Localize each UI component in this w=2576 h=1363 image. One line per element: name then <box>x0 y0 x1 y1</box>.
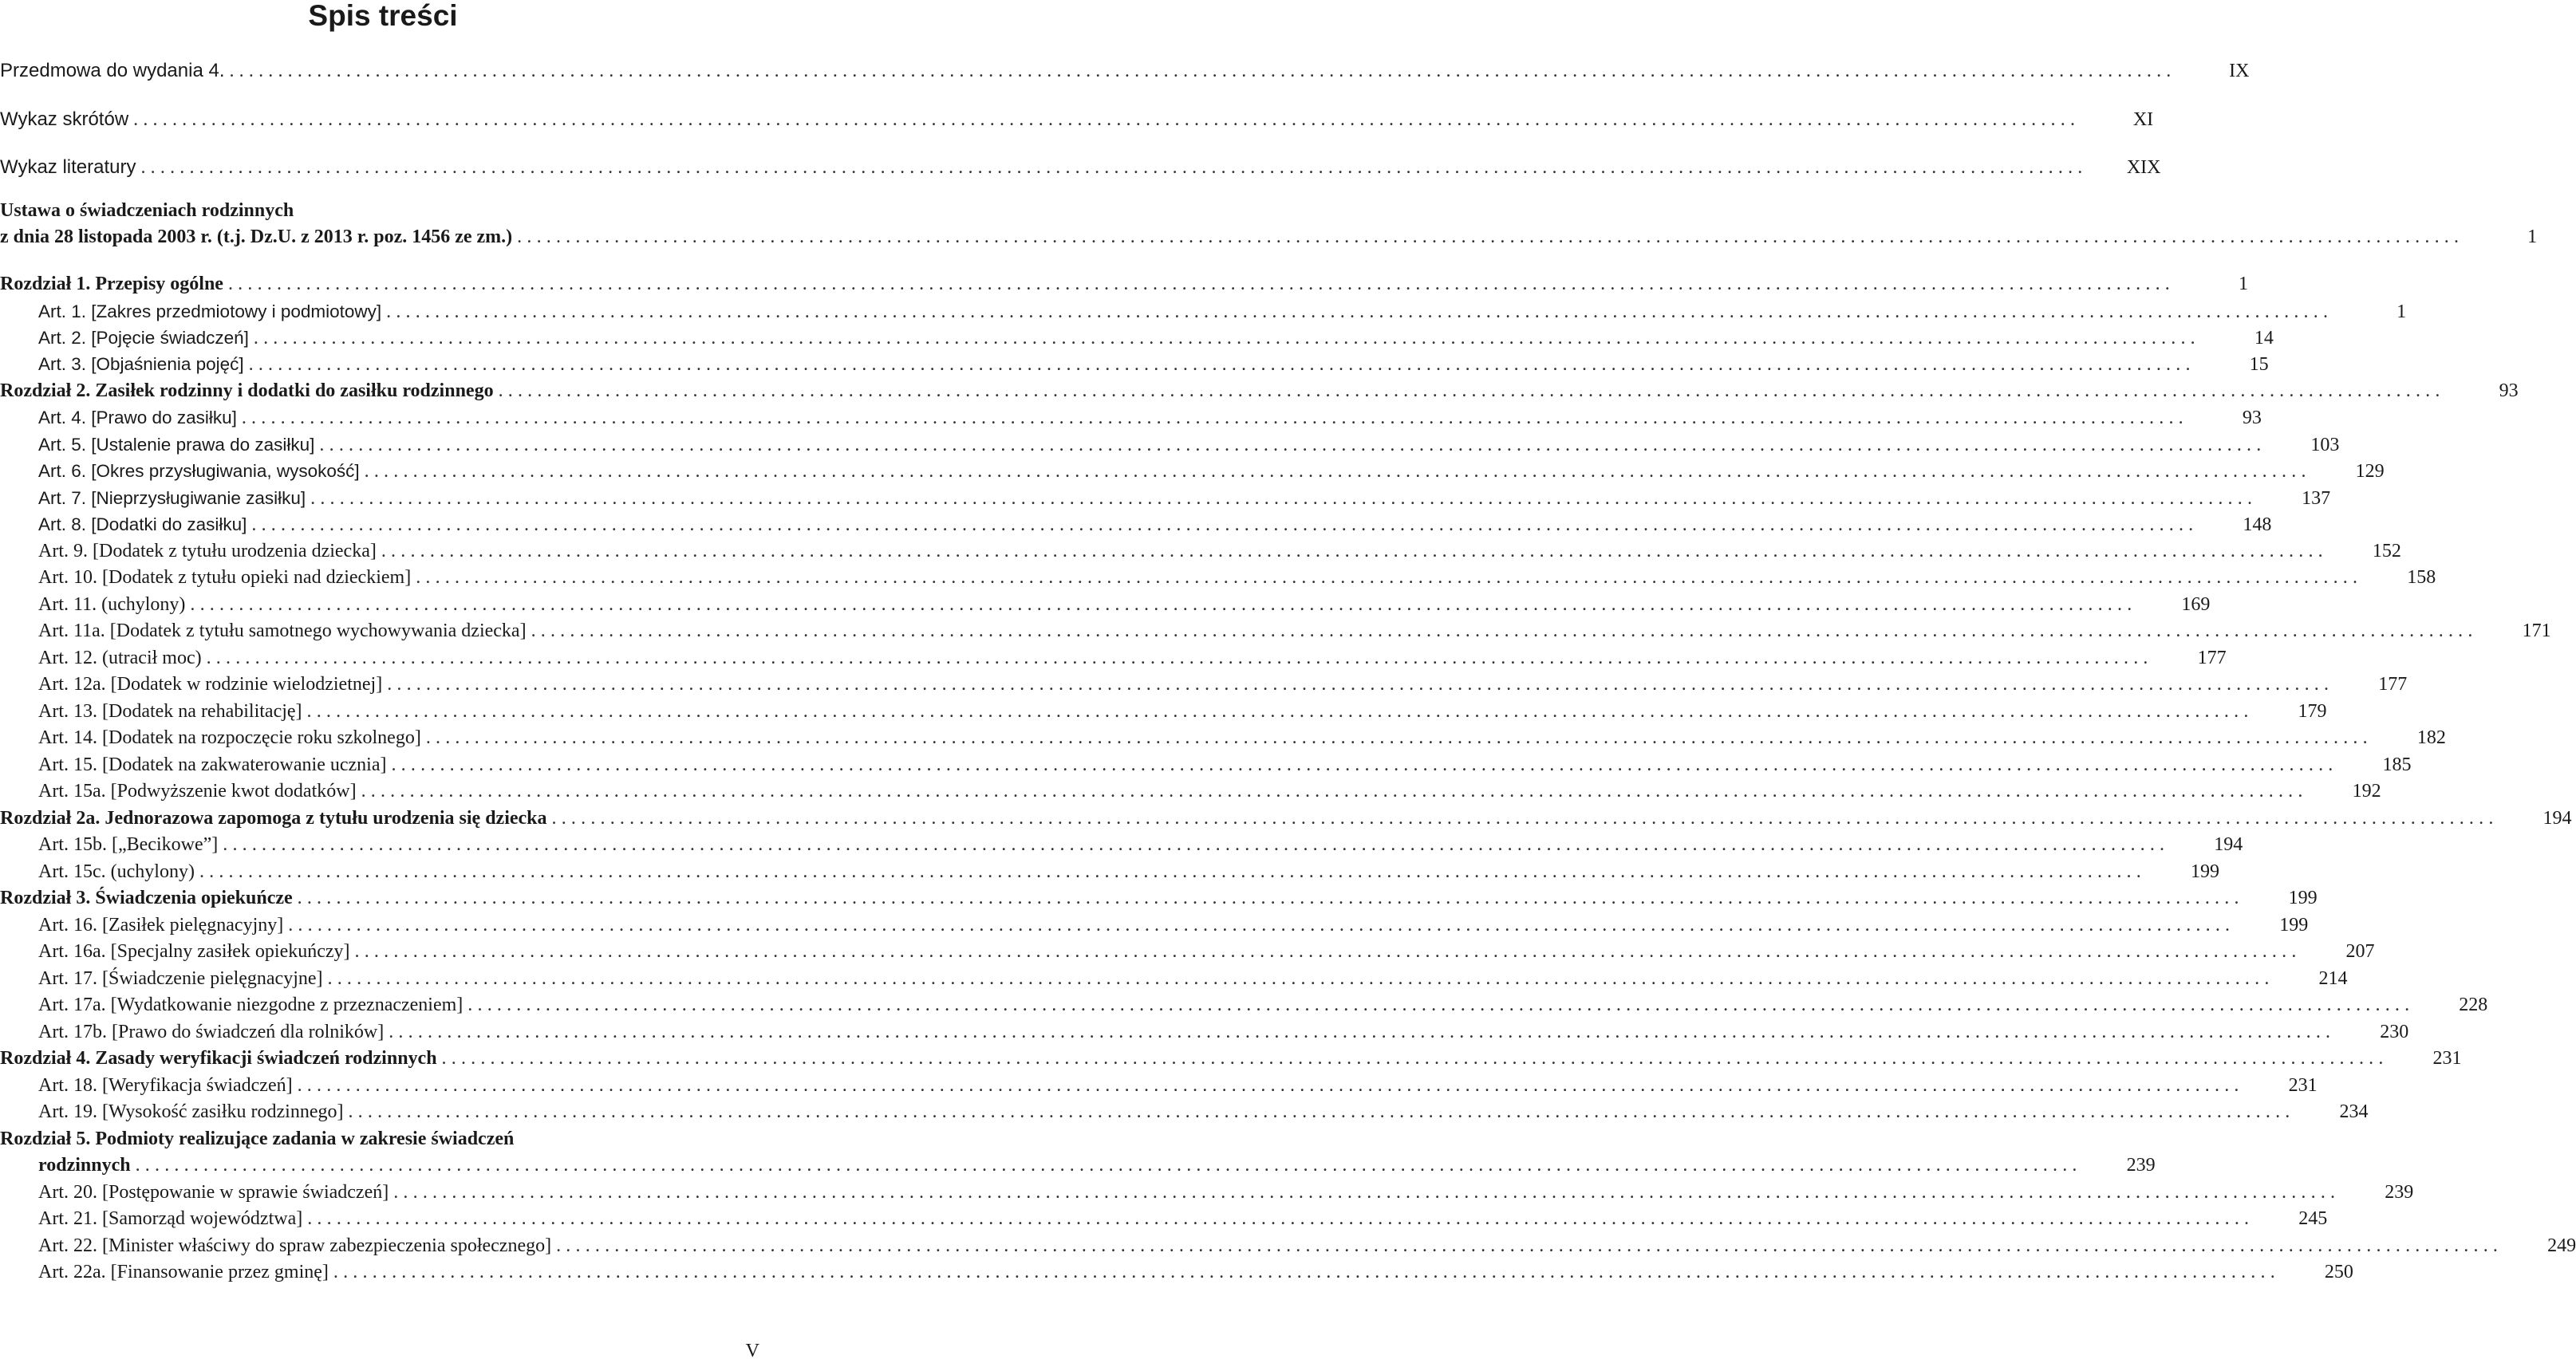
toc-entry-label: Art. 12a. [Dodatek w rodzinie wielodzietnej] <box>38 674 383 695</box>
toc-page-number: 250 <box>2324 1262 2353 1282</box>
toc-entry-label: Art. 11a. [Dodatek z tytułu samotnego wychowywania dziecka] <box>38 620 527 641</box>
dot-leader: ........................................................................................................................................................................................................ <box>140 157 2088 178</box>
toc-entry[interactable] <box>0 725 2446 751</box>
toc-heading-line: Ustawa o świadczeniach rodzinnych <box>0 200 294 221</box>
toc-page-number: 158 <box>2407 567 2436 588</box>
toc-entry-label: Art. 17a. [Wydatkowanie niezgodne z przeznaczeniem] <box>38 995 464 1015</box>
dot-leader: ........................................................................................................................................................................................................ <box>498 380 2445 401</box>
toc-entry-label: Art. 5. [Ustalenie prawa do zasiłku] <box>38 435 315 455</box>
toc-page-number: 93 <box>2499 380 2519 401</box>
toc-chapter-entry[interactable] <box>0 885 2318 912</box>
toc-page-number: 239 <box>2126 1155 2156 1176</box>
toc-entry[interactable] <box>0 592 2211 618</box>
dot-leader: ........................................................................................................................................................................................................ <box>288 915 2235 936</box>
toc-entry-label: Art. 12. (utracił moc) <box>38 648 202 668</box>
dot-leader: ........................................................................................................................................................................................................ <box>391 754 2338 775</box>
toc-entry-label: Art. 22. [Minister właściwy do spraw zabezpieczenia społecznego] <box>38 1235 552 1256</box>
toc-entry-label: Art. 18. [Weryfikacja świadczeń] <box>38 1075 293 1096</box>
toc-page-number: 214 <box>2318 968 2348 989</box>
toc-page-number: 194 <box>2214 834 2243 855</box>
toc-entry[interactable] <box>0 1233 2576 1259</box>
toc-entry-label: Art. 22a. [Finansowanie przez gminę] <box>38 1262 329 1282</box>
toc-entry-label: Art. 17. [Świadczenie pielęgnacyjne] <box>38 968 323 989</box>
dot-leader: ........................................................................................................................................................................................................ <box>223 834 2170 855</box>
toc-page-number: 152 <box>2372 541 2401 561</box>
toc-entry-label: Art. 16. [Zasiłek pielęgnacyjny] <box>38 915 284 936</box>
dot-leader: ........................................................................................................................................................................................................ <box>354 941 2302 962</box>
toc-entry[interactable] <box>0 1259 2353 1286</box>
toc-entry[interactable] <box>0 458 2385 484</box>
dot-leader: ........................................................................................................................................................................................................ <box>441 1048 2389 1069</box>
toc-entry-label: Art. 10. [Dodatek z tytułu opieki nad dzieckiem] <box>38 567 412 588</box>
toc-entry-label: Art. 20. [Postępowanie w sprawie świadczeń] <box>38 1182 389 1203</box>
toc-entry[interactable] <box>0 645 2227 672</box>
toc-entry-label: Art. 7. [Nieprzysługiwanie zasiłku] <box>38 488 306 508</box>
toc-entry[interactable] <box>0 966 2348 992</box>
toc-entry-label: Art. 3. [Objaśnienia pojęć] <box>38 354 244 374</box>
dot-leader: ........................................................................................................................................................................................................ <box>135 1155 2082 1176</box>
toc-heading-line: Rozdział 5. Podmioty realizujące zadania w zakresie świadczeń <box>0 1129 515 1149</box>
dot-leader: ........................................................................................................................................................................................................ <box>307 1208 2254 1229</box>
dot-leader: ........................................................................................................................................................................................................ <box>327 968 2274 989</box>
toc-page-number: 103 <box>2310 435 2340 455</box>
dot-leader: ........................................................................................................................................................................................................ <box>306 701 2254 722</box>
toc-entry-label: Rozdział 3. Świadczenia opiekuńcze <box>0 888 293 908</box>
toc-entry[interactable] <box>0 1180 2414 1206</box>
dot-leader: ........................................................................................................................................................................................................ <box>227 274 2175 294</box>
dot-leader: ........................................................................................................................................................................................................ <box>348 1101 2295 1122</box>
dot-leader: ........................................................................................................................................................................................................ <box>229 61 2176 81</box>
dot-leader: ........................................................................................................................................................................................................ <box>133 109 2081 130</box>
toc-page-number: 194 <box>2542 808 2572 829</box>
toc-page-number: IX <box>2229 61 2250 81</box>
toc-entry[interactable] <box>0 912 2309 939</box>
dot-leader: ........................................................................................................................................................................................................ <box>364 461 2311 482</box>
toc-chapter-entry[interactable] <box>0 378 2519 404</box>
toc-entry[interactable] <box>0 992 2488 1018</box>
toc-page-number: 93 <box>2242 408 2262 428</box>
toc-entry[interactable] <box>0 752 2412 778</box>
dot-leader: ........................................................................................................................................................................................................ <box>393 1182 2341 1203</box>
toc-entry[interactable] <box>0 538 2401 565</box>
toc-entry[interactable] <box>0 1073 2318 1099</box>
toc-page-number: 171 <box>2522 620 2551 641</box>
dot-leader: ........................................................................................................................................................................................................ <box>199 861 2146 882</box>
toc-entry-label: Art. 17b. [Prawo do świadczeń dla rolników] <box>38 1022 385 1042</box>
toc-page-number: XIX <box>2126 157 2161 178</box>
toc-entry[interactable] <box>0 1206 2328 1232</box>
toc-page-number: 228 <box>2459 995 2488 1015</box>
toc-entry-label: z dnia 28 listopada 2003 r. (t.j. Dz.U. z 2013 r. poz. 1456 ze zm.) <box>0 227 513 247</box>
toc-entry-label: Art. 4. [Prawo do zasiłku] <box>38 408 237 427</box>
toc-page-number: 199 <box>2279 915 2309 936</box>
toc-entry[interactable] <box>0 106 2154 132</box>
toc-page-number: 15 <box>2249 354 2269 375</box>
dot-leader: ........................................................................................................................................................................................................ <box>387 674 2334 695</box>
toc-page-number: 245 <box>2298 1208 2328 1229</box>
dot-leader: ........................................................................................................................................................................................................ <box>253 328 2200 349</box>
toc-chapter-entry[interactable] <box>0 224 2538 250</box>
toc-entry-label: rodzinnych <box>38 1155 131 1176</box>
toc-entry-label: Art. 15c. (uchylony) <box>38 861 195 882</box>
toc-entry-label: Wykaz skrótów <box>0 108 129 130</box>
dot-leader: ........................................................................................................................................................................................................ <box>248 354 2195 375</box>
toc-page-number: 185 <box>2382 754 2412 775</box>
dot-leader: ........................................................................................................................................................................................................ <box>425 727 2373 748</box>
toc-page-number: 169 <box>2181 594 2211 615</box>
toc-entry-label: Art. 14. [Dodatek na rozpoczęcie roku szkolnego] <box>38 727 421 748</box>
toc-page-number: 192 <box>2352 781 2381 802</box>
toc-page-number: 231 <box>2288 1075 2318 1096</box>
toc-entry-label: Rozdział 1. Przepisy ogólne <box>0 274 223 294</box>
dot-leader: ........................................................................................................................................................................................................ <box>556 1235 2503 1256</box>
toc-page-number: 182 <box>2416 727 2446 748</box>
toc-entry-label: Art. 13. [Dodatek na rehabilitację] <box>38 701 302 722</box>
dot-leader: ........................................................................................................................................................................................................ <box>297 1075 2244 1096</box>
toc-entry[interactable] <box>0 1019 2409 1046</box>
dot-leader: ........................................................................................................................................................................................................ <box>333 1262 2280 1282</box>
toc-entry[interactable] <box>0 672 2408 698</box>
toc-entry[interactable] <box>0 778 2381 805</box>
toc-entry[interactable] <box>0 154 2161 180</box>
toc-entry-label: Rozdział 2. Zasiłek rodzinny i dodatki do zasiłku rodzinnego <box>0 380 494 401</box>
toc-page-number: XI <box>2132 109 2154 130</box>
toc-page-number: 177 <box>2197 648 2227 668</box>
toc-entry-label: Art. 15b. [„Becikowe”] <box>38 834 219 855</box>
toc-entry[interactable] <box>0 57 2250 84</box>
toc-page-number: 14 <box>2254 328 2274 349</box>
toc-entry[interactable] <box>0 939 2375 965</box>
toc-entry-label: Art. 15a. [Podwyższenie kwot dodatków] <box>38 781 357 802</box>
toc-page-number: 179 <box>2298 701 2327 722</box>
toc-entry-label: Art. 15. [Dodatek na zakwaterowanie ucznia] <box>38 754 387 775</box>
toc-page-number: 230 <box>2380 1022 2409 1042</box>
toc-entry[interactable] <box>0 511 2272 538</box>
toc-chapter-entry[interactable] <box>0 806 2572 832</box>
toc-page-number: 129 <box>2355 461 2385 482</box>
toc-page-number: 1 <box>2397 301 2407 322</box>
dot-leader: ........................................................................................................................................................................................................ <box>241 408 2188 428</box>
dot-leader: ........................................................................................................................................................................................................ <box>389 1022 2336 1042</box>
toc-entry-label: Rozdział 4. Zasady weryfikacji świadczeń rodzinnych <box>0 1048 437 1069</box>
toc-entry[interactable] <box>0 699 2327 725</box>
toc-entry[interactable] <box>0 859 2219 885</box>
toc-chapter-entry[interactable] <box>0 271 2248 297</box>
toc-page-number: 239 <box>2385 1182 2414 1203</box>
toc-entry[interactable] <box>0 565 2436 591</box>
dot-leader: ........................................................................................................................................................................................................ <box>319 435 2266 455</box>
toc-entry-label: Przedmowa do wydania 4. <box>0 60 225 81</box>
dot-leader: ........................................................................................................................................................................................................ <box>551 808 2499 829</box>
toc-entry[interactable] <box>0 351 2269 377</box>
dot-leader: ........................................................................................................................................................................................................ <box>310 488 2258 509</box>
toc-entry-label: Art. 21. [Samorząd województwa] <box>38 1208 303 1229</box>
dot-leader: ........................................................................................................................................................................................................ <box>190 594 2137 615</box>
toc-entry-label: Art. 11. (uchylony) <box>38 594 186 615</box>
dot-leader: ........................................................................................................................................................................................................ <box>361 781 2308 802</box>
toc-entry[interactable] <box>0 325 2274 351</box>
toc-page-number: 1 <box>2238 274 2248 294</box>
toc-page-number: 231 <box>2432 1048 2462 1069</box>
toc-entry-label: Art. 16a. [Specjalny zasiłek opiekuńczy] <box>38 941 350 962</box>
toc-entry-label: Wykaz literatury <box>0 156 136 178</box>
toc-entry-label: Art. 19. [Wysokość zasiłku rodzinnego] <box>38 1101 344 1122</box>
dot-leader: ........................................................................................................................................................................................................ <box>467 995 2415 1015</box>
toc-chapter-entry[interactable] <box>0 1046 2462 1072</box>
dot-leader: ........................................................................................................................................................................................................ <box>386 301 2333 322</box>
toc-page-number: 199 <box>2288 888 2318 908</box>
toc-entry[interactable] <box>0 431 2340 458</box>
toc-entry-label: Art. 1. [Zakres przedmiotowy i podmiotowy] <box>38 301 382 321</box>
toc-entry[interactable] <box>0 298 2407 325</box>
dot-leader: ........................................................................................................................................................................................................ <box>206 648 2153 668</box>
toc-page-number: 207 <box>2345 941 2375 962</box>
toc-page-number: 249 <box>2547 1235 2576 1256</box>
dot-leader: ........................................................................................................................................................................................................ <box>416 567 2363 588</box>
toc-page-number: 1 <box>2527 227 2538 247</box>
toc-entry-label: Art. 9. [Dodatek z tytułu urodzenia dziecka] <box>38 541 377 561</box>
dot-leader: ........................................................................................................................................................................................................ <box>517 227 2464 247</box>
toc-page-number: 137 <box>2302 488 2331 509</box>
toc-entry-label: Rozdział 2a. Jednorazowa zapomoga z tytułu urodzenia się dziecka <box>0 808 547 829</box>
toc-entry[interactable] <box>0 485 2331 511</box>
dot-leader: ........................................................................................................................................................................................................ <box>251 514 2199 535</box>
toc-entry-label: Art. 2. [Pojęcie świadczeń] <box>38 328 249 348</box>
page-title: Spis treści <box>308 0 458 32</box>
toc-entry[interactable] <box>0 618 2551 644</box>
toc-entry[interactable] <box>0 1099 2369 1125</box>
toc-entry-label: Art. 8. [Dodatki do zasiłku] <box>38 514 247 534</box>
dot-leader: ........................................................................................................................................................................................................ <box>381 541 2328 561</box>
toc-page-number: 199 <box>2190 861 2219 882</box>
toc-entry-label: Art. 6. [Okres przysługiwania, wysokość] <box>38 461 360 481</box>
toc-page-number: 148 <box>2243 514 2272 535</box>
toc-entry[interactable] <box>0 404 2262 431</box>
dot-leader: ........................................................................................................................................................................................................ <box>531 620 2478 641</box>
toc-chapter-entry[interactable] <box>0 1152 2156 1179</box>
toc-entry[interactable] <box>0 832 2243 858</box>
toc-page-number: 177 <box>2378 674 2408 695</box>
dot-leader: ........................................................................................................................................................................................................ <box>297 888 2244 908</box>
toc-page-number: 234 <box>2339 1101 2369 1122</box>
page-folio: V <box>745 1341 759 1361</box>
